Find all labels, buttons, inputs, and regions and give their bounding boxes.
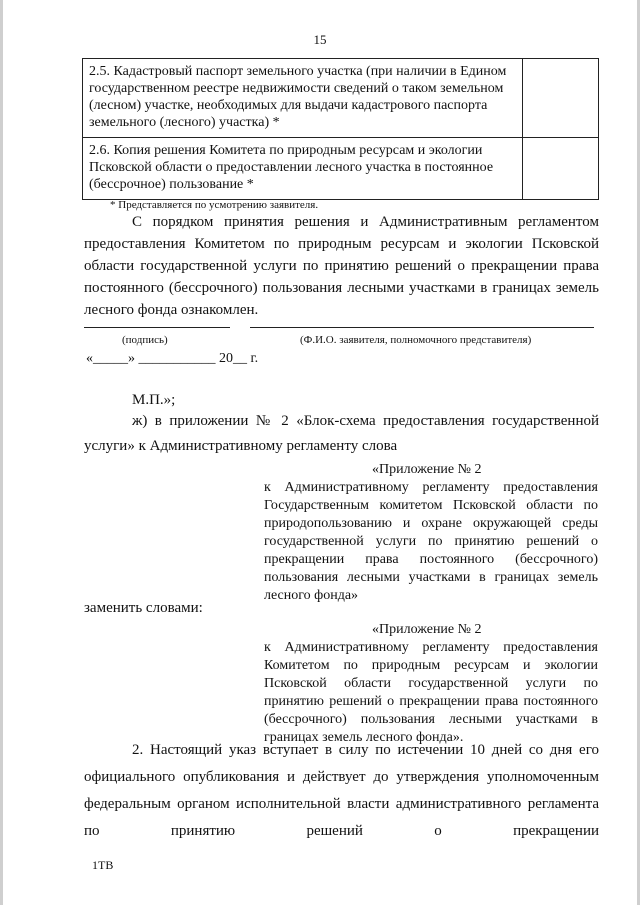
new-appendix-text: к Административному регламенту предоставления Комитетом по природным ресурсам и экологии Псковской области государственной услуги по принятию решений о прекращении права постоянного (бессрочного) пользования лесными участками в границах земель лесного фонда». (264, 640, 598, 745)
table-cell-text: 2.6. Копия решения Комитета по природным ресурсам и экологии Псковской области о предоставлении лесного участка в постоянное (бессрочное) пользование * (83, 138, 523, 200)
item-zh-paragraph: ж) в приложении № 2 «Блок-схема предоставления государственной услуги» к Административному регламенту слова (84, 413, 599, 454)
footnote: * Представляется по усмотрению заявителя. (110, 199, 319, 211)
name-caption: (Ф.И.О. заявителя, полномочного представителя) (300, 334, 532, 346)
scan-edge-left (0, 0, 3, 905)
name-line (250, 327, 594, 328)
signature-caption: (подпись) (122, 334, 168, 346)
table-row (83, 59, 599, 138)
documents-table (82, 58, 599, 200)
table-row (83, 138, 599, 200)
signature-line (84, 327, 230, 328)
table-cell-text: 2.5. Кадастровый паспорт земельного участка (при наличии в Едином государственном реестре недвижимости сведений о таком земельном (лесном) участке, необходимых для выдачи кадастрового паспорта земельного (лесного) участка) * (83, 59, 523, 138)
old-appendix-heading: «Приложение № 2 (372, 462, 482, 477)
table-cell-mark (523, 138, 599, 200)
replace-phrase: заменить словами: (84, 600, 203, 616)
old-appendix-text: к Административному регламенту предоставления Государственным комитетом Псковской области по природопользованию и охране окружающей среды государственной услуги по принятию решений о прекращении права постоянного (бессрочного) пользования лесными участками в границах земель лесного фонда» (264, 480, 598, 603)
paragraph-2: 2. Настоящий указ вступает в силу по истечении 10 дней со дня его официального опубликования и действует до утверждения уполномоченным федеральным органом исполнительной власти административного регламента по принятию решений о прекращении (84, 742, 599, 839)
new-appendix-block (264, 621, 598, 747)
acknowledgement-paragraph: С порядком принятия решения и Административным регламентом предоставления Комитетом по природным ресурсам и экологии Псковской области государственной услуги по принятию решений о прекращении права постоянного (бессрочного) пользования лесными участками в границах земель лесного фонда ознакомлен. (84, 214, 599, 318)
footer-code: 1ТВ (92, 858, 114, 872)
new-appendix-heading: «Приложение № 2 (372, 622, 482, 637)
table-cell-mark (523, 59, 599, 138)
page-number: 15 (313, 32, 327, 47)
stamp-text: М.П.»; (132, 392, 176, 408)
date-field: «_____» ___________ 20__ г. (86, 351, 259, 366)
old-appendix-block (264, 461, 598, 605)
